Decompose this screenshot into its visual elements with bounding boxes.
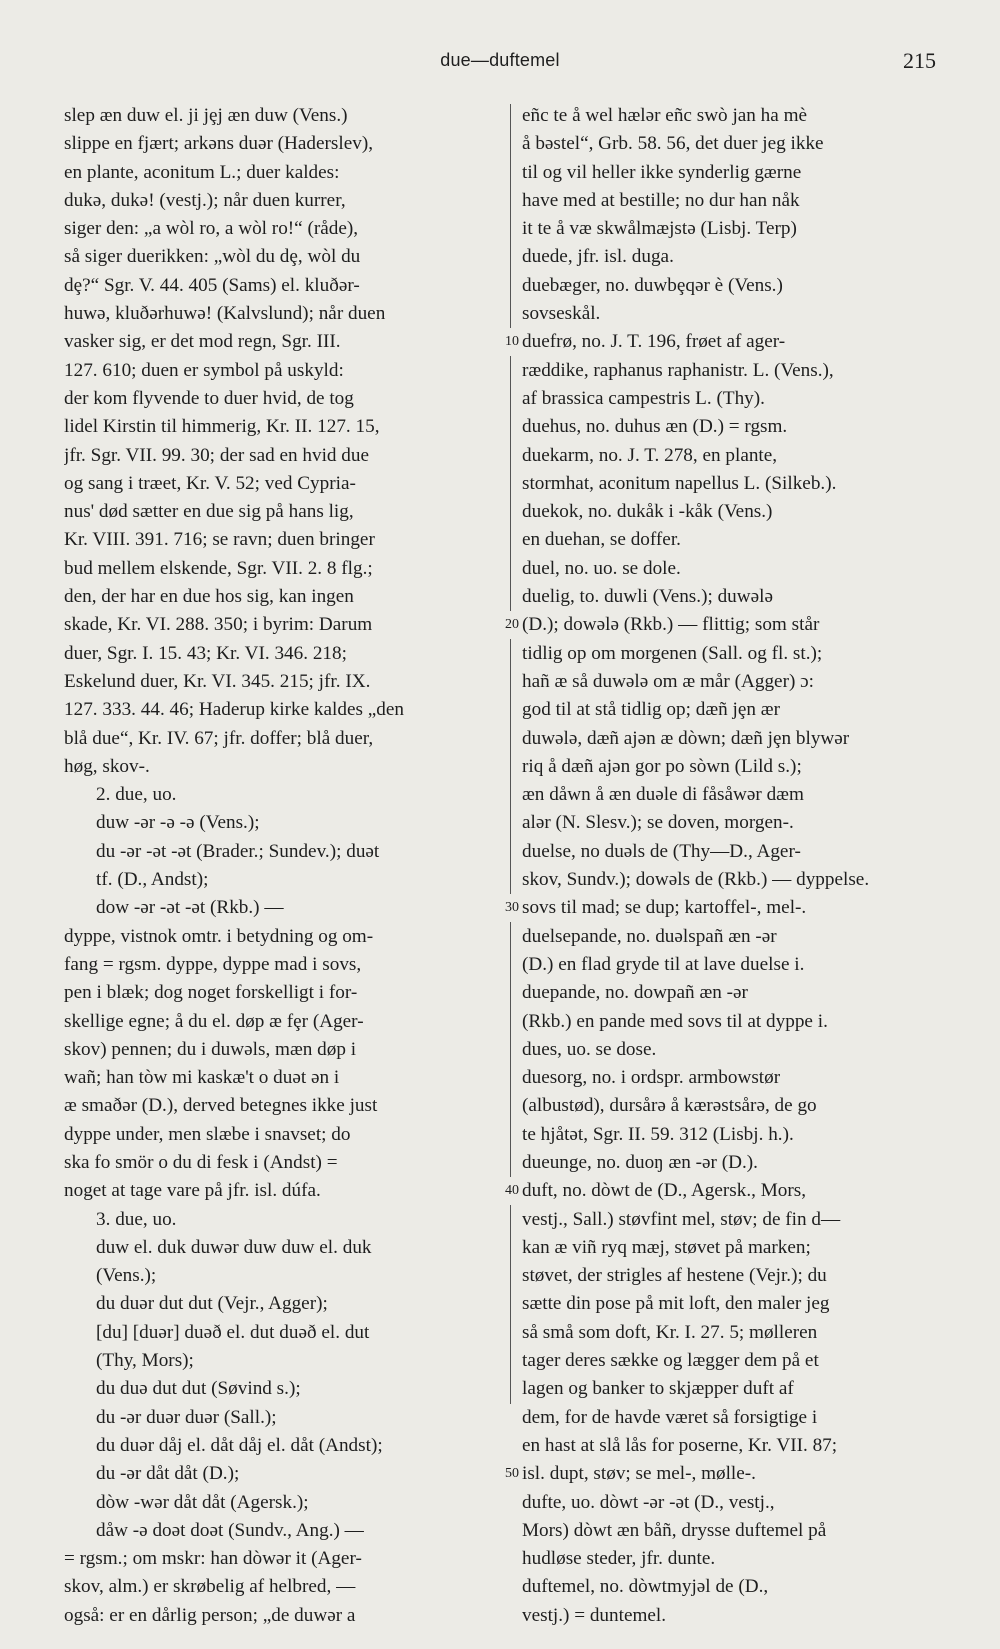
text-line: Eskelund duer, Kr. VI. 345. 215; jfr. IX. bbox=[64, 670, 371, 692]
text-line: noget at tage vare på jfr. isl. dúfa. bbox=[64, 1180, 321, 1202]
text-line: æ smaðər (D.), derved betegnes ikke just bbox=[64, 1095, 378, 1117]
text-line: dåw -ə doət doət (Sundv., Ang.) — bbox=[96, 1519, 364, 1541]
text-line: dem, for de havde været så forsigtige i bbox=[522, 1406, 818, 1428]
text-line: duft, no. dòwt de (D., Agersk., Mors, bbox=[522, 1180, 807, 1202]
line-number: 20 bbox=[500, 611, 524, 639]
page-number: 215 bbox=[903, 48, 936, 73]
text-line: [du] [duər] duəð el. dut duəð el. dut bbox=[96, 1321, 370, 1343]
text-line: duwələ, dæñ ajən æ dòwn; dæñ jȩn blywər bbox=[522, 727, 850, 749]
text-line: it te å væ skwålmæjstə (Lisbj. Terp) bbox=[522, 218, 797, 240]
text-line: så små som doft, Kr. I. 27. 5; mølleren bbox=[522, 1321, 818, 1343]
text-line: stormhat, aconitum napellus L. (Silkeb.). bbox=[522, 472, 837, 494]
line-number: 30 bbox=[500, 894, 524, 922]
line-number: 50 bbox=[500, 1460, 524, 1488]
text-line: dòw -wər dåt dåt (Agersk.); bbox=[96, 1491, 309, 1513]
text-line: (albustød), dursårə å kærəstsårə, de go bbox=[522, 1095, 817, 1117]
text-line: dȩ?“ Sgr. V. 44. 405 (Sams) el. kluðər- bbox=[64, 274, 360, 296]
text-line: sætte din pose på mit loft, den maler jeg bbox=[522, 1293, 830, 1315]
text-line: høg, skov-. bbox=[64, 755, 150, 777]
text-line: have med at bestille; no dur han nåk bbox=[522, 189, 800, 211]
text-line: æn dåwn å æn duəle di fåsåwər dæm bbox=[522, 784, 804, 806]
text-line: kan æ viñ ryq mæj, støvet på marken; bbox=[522, 1236, 811, 1258]
text-line: duesorg, no. i ordspr. armbowstør bbox=[522, 1067, 781, 1089]
text-line: bud mellem elskende, Sgr. VII. 2. 8 flg.; bbox=[64, 557, 373, 579]
text-line: (Thy, Mors); bbox=[96, 1350, 194, 1372]
text-line: dueunge, no. duoŋ æn -ər (D.). bbox=[522, 1151, 758, 1173]
text-line: hudløse steder, jfr. dunte. bbox=[522, 1548, 716, 1570]
line-number: 10 bbox=[500, 328, 524, 356]
text-line: tager deres sække og lægger dem på et bbox=[522, 1350, 819, 1372]
text-line: skov) pennen; du i duwəls, mæn døp i bbox=[64, 1038, 357, 1060]
text-line: Kr. VIII. 391. 716; se ravn; duen bringer bbox=[64, 529, 375, 551]
text-line: vestj.) = duntemel. bbox=[522, 1604, 667, 1626]
text-line: du duər dåj el. dåt dåj el. dåt (Andst); bbox=[96, 1434, 383, 1456]
text-line: 127. 610; duen er symbol på uskyld: bbox=[64, 359, 344, 381]
text-line: en hast at slå lås for poserne, Kr. VII. 87; bbox=[522, 1434, 838, 1456]
line-number: 40 bbox=[500, 1177, 524, 1205]
text-line: eñc te å wel hælər eñc swò jan ha mè bbox=[522, 105, 808, 126]
text-line: duelse, no duəls de (Thy—D., Ager- bbox=[522, 840, 801, 862]
text-line: riq å dæñ ajən gor po sòwn (Lild s.); bbox=[522, 755, 802, 777]
text-line: nus' død sætter en due sig på hans lig, bbox=[64, 501, 354, 523]
text-line: duehus, no. duhus æn (D.) = rgsm. bbox=[522, 416, 788, 438]
text-line: så siger duerikken: „wòl du dȩ, wòl du bbox=[64, 246, 361, 268]
text-line: blå due“, Kr. IV. 67; jfr. doffer; blå duer, bbox=[64, 727, 374, 749]
text-line: du -ər dåt dåt (D.); bbox=[96, 1463, 240, 1485]
text-line: (Rkb.) en pande med sovs til at dyppe i. bbox=[522, 1010, 828, 1032]
text-line: 127. 333. 44. 46; Haderup kirke kaldes „den bbox=[64, 699, 404, 721]
text-line: slep æn duw el. ji jȩj æn duw (Vens.) bbox=[64, 105, 348, 126]
text-line: vestj., Sall.) støvfint mel, støv; de fin d— bbox=[522, 1208, 841, 1230]
text-line: duefrø, no. J. T. 196, frøet af ager- bbox=[522, 331, 786, 353]
text-line: lidel Kirstin til himmerig, Kr. II. 127. 15, bbox=[64, 416, 380, 438]
text-line: duepande, no. dowpañ æn -ər bbox=[522, 982, 748, 1004]
text-line: slippe en fjært; arkəns duər (Haderslev), bbox=[64, 133, 374, 155]
text-line: duelsepande, no. duəlspañ æn -ər bbox=[522, 925, 777, 947]
text-line: skov, Sundv.); dowəls de (Rkb.) — dyppelse. bbox=[522, 869, 870, 891]
text-line: en duehan, se doffer. bbox=[522, 529, 681, 551]
text-line: du -ər duər duər (Sall.); bbox=[96, 1406, 277, 1428]
text-line: ræddike, raphanus raphanistr. L. (Vens.), bbox=[522, 359, 834, 381]
left-column bbox=[64, 102, 500, 1630]
text-line: duelig, to. duwli (Vens.); duwələ bbox=[522, 586, 773, 608]
text-line: skade, Kr. VI. 288. 350; i byrim: Darum bbox=[64, 614, 373, 636]
text-line: (Vens.); bbox=[96, 1265, 157, 1287]
text-line: 2. due, uo. bbox=[96, 784, 177, 806]
text-line: støvet, der strigles af hestene (Vejr.); du bbox=[522, 1265, 827, 1287]
text-line: dyppe under, men slæbe i snavset; do bbox=[64, 1123, 351, 1145]
text-line: jfr. Sgr. VII. 99. 30; der sad en hvid due bbox=[64, 444, 370, 466]
text-line: den, der har en due hos sig, kan ingen bbox=[64, 586, 354, 608]
text-line: pen i blæk; dog noget forskelligt i for- bbox=[64, 982, 358, 1004]
text-line: alər (N. Slesv.); se doven, morgen-. bbox=[522, 812, 794, 834]
text-line: tidlig op om morgenen (Sall. og fl. st.); bbox=[522, 642, 823, 664]
text-line: god til at stå tidlig op; dæñ jȩn ær bbox=[522, 699, 780, 721]
running-head: due—duftemel bbox=[440, 50, 560, 70]
text-line: duebæger, no. duwbȩqər è (Vens.) bbox=[522, 274, 783, 296]
text-line: hañ æ så duwələ om æ mår (Agger) ɔ: bbox=[522, 670, 814, 692]
text-line: vasker sig, er det mod regn, Sgr. III. bbox=[64, 331, 341, 353]
text-line: duekok, no. dukåk i -kåk (Vens.) bbox=[522, 501, 773, 523]
column-divider bbox=[510, 104, 511, 1404]
text-line: duede, jfr. isl. duga. bbox=[522, 246, 674, 268]
right-column bbox=[522, 102, 960, 1630]
text-line: tf. (D., Andst); bbox=[96, 869, 209, 891]
page-header bbox=[0, 46, 1000, 76]
text-line: siger den: „a wòl ro, a wòl ro!“ (råde), bbox=[64, 218, 359, 240]
text-line: duw el. duk duwər duw duw el. duk bbox=[96, 1236, 372, 1258]
text-line: der kom flyvende to duer hvid, de tog bbox=[64, 387, 354, 409]
text-line: = rgsm.; om mskr: han dòwər it (Ager- bbox=[64, 1548, 362, 1570]
text-line: sovseskål. bbox=[522, 303, 601, 325]
text-line: huwə, kluðərhuwə! (Kalvslund); når duen bbox=[64, 303, 386, 325]
text-line: (D.) en flad gryde til at lave duelse i. bbox=[522, 953, 805, 975]
text-line: ska fo smör o du di fesk i (Andst) = bbox=[64, 1151, 338, 1173]
text-line: en plante, aconitum L.; duer kaldes: bbox=[64, 161, 340, 183]
text-line: duw -ər -ə -ə (Vens.); bbox=[96, 812, 260, 834]
text-line: dow -ər -ət -ət (Rkb.) — bbox=[96, 897, 284, 919]
text-line: af brassica campestris L. (Thy). bbox=[522, 387, 765, 409]
text-line: duer, Sgr. I. 15. 43; Kr. VI. 346. 218; bbox=[64, 642, 347, 664]
text-line: skov, alm.) er skrøbelig af helbred, — bbox=[64, 1576, 356, 1598]
text-line: dufte, uo. dòwt -ər -ət (D., vestj., bbox=[522, 1491, 775, 1513]
text-line: skellige egne; å du el. døp æ fȩr (Ager- bbox=[64, 1010, 364, 1032]
text-line: du -ər -ət -ət (Brader.; Sundev.); duət bbox=[96, 840, 380, 862]
text-line: sovs til mad; se dup; kartoffel-, mel-. bbox=[522, 897, 807, 919]
text-line: 3. due, uo. bbox=[96, 1208, 177, 1230]
text-line: te hjåtət, Sgr. II. 59. 312 (Lisbj. h.). bbox=[522, 1123, 794, 1145]
text-line: wañ; han tòw mi kaskæ't o duət ən i bbox=[64, 1067, 340, 1089]
text-line: til og vil heller ikke synderlig gærne bbox=[522, 161, 802, 183]
text-line: duel, no. uo. se dole. bbox=[522, 557, 681, 579]
text-line: (D.); dowələ (Rkb.) — flittig; som står bbox=[522, 614, 820, 636]
text-line: isl. dupt, støv; se mel-, mølle-. bbox=[522, 1463, 756, 1485]
text-line: du duər dut dut (Vejr., Agger); bbox=[96, 1293, 328, 1315]
text-line: lagen og banker to skjæpper duft af bbox=[522, 1378, 794, 1400]
text-line: duekarm, no. J. T. 278, en plante, bbox=[522, 444, 778, 466]
text-line: å bəstel“, Grb. 58. 56, det duer jeg ikke bbox=[522, 133, 824, 155]
text-line: fang = rgsm. dyppe, dyppe mad i sovs, bbox=[64, 953, 362, 975]
text-line: duftemel, no. dòwtmyjəl de (D., bbox=[522, 1576, 769, 1598]
text-line: Mors) dòwt æn båñ, drysse duftemel på bbox=[522, 1519, 827, 1541]
text-line: du duə dut dut (Søvind s.); bbox=[96, 1378, 301, 1400]
text-line: dues, uo. se dose. bbox=[522, 1038, 657, 1060]
text-line: dyppe, vistnok omtr. i betydning og om- bbox=[64, 925, 374, 947]
text-line: dukə, dukə! (vestj.); når duen kurrer, bbox=[64, 189, 346, 211]
text-line: også: er en dårlig person; „de duwər a bbox=[64, 1604, 356, 1626]
text-line: og sang i træet, Kr. V. 52; ved Cypria- bbox=[64, 472, 356, 494]
